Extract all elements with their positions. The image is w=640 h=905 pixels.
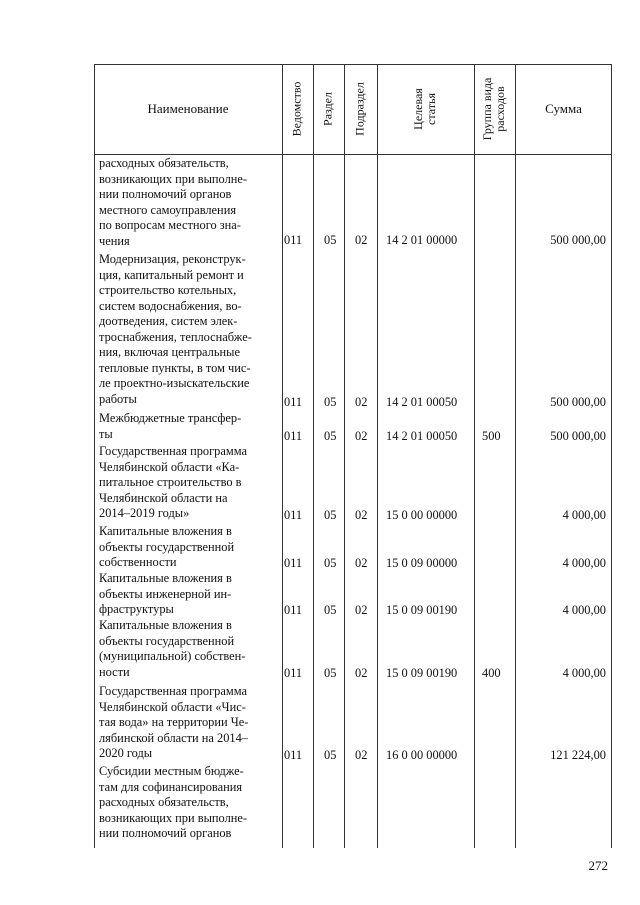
header-gruppa-line2: расходов (493, 86, 507, 132)
row-name (99, 444, 275, 522)
row-summa: 500 000,00 (550, 429, 606, 443)
row-vedomstvo: 011 (284, 603, 303, 617)
row-razdel: 05 (324, 395, 337, 409)
row-celevaya: 14 2 01 00050 (386, 395, 458, 409)
row-podrazdel: 02 (355, 748, 368, 762)
row-razdel: 05 (324, 508, 337, 522)
row-name-line: Капитальные вложения в (99, 524, 232, 538)
row-name-line: собственности (99, 555, 177, 569)
row-name-line: троснабжения, теплоснабже- (99, 329, 252, 344)
row-celevaya: 14 2 01 00000 (386, 233, 458, 247)
row-podrazdel: 02 (355, 666, 368, 680)
row-name-line: Государственная программа (99, 444, 247, 458)
table-border-right (611, 64, 612, 848)
header-gruppa-line1: Группа вида (480, 77, 494, 141)
row-name-line: ты (99, 426, 113, 441)
row-name-line: возникающих при выполне- (99, 171, 248, 186)
row-name-line: возникающих при выполне- (99, 810, 248, 825)
row-razdel: 05 (324, 429, 337, 443)
header-celevaya-statya (412, 88, 438, 130)
row-vedomstvo: 011 (284, 429, 303, 443)
row-razdel: 05 (324, 556, 337, 570)
row-podrazdel: 02 (355, 603, 368, 617)
row-summa: 4 000,00 (562, 666, 606, 680)
row-summa: 500 000,00 (550, 395, 606, 409)
column-divider (515, 64, 516, 848)
header-celevaya-line1: Целевая (411, 88, 425, 130)
row-name-line: там для софинансирования (99, 779, 243, 794)
row-name-line: нии полномочий органов (99, 187, 232, 201)
header-razdel: Раздел (320, 92, 335, 126)
row-name-line: объекты инженерной ин- (99, 586, 232, 601)
row-summa: 121 224,00 (550, 748, 606, 762)
column-divider (344, 64, 345, 848)
row-name-line: Государственная программа (99, 684, 247, 698)
row-vedomstvo: 011 (284, 556, 303, 570)
row-summa: 4 000,00 (562, 556, 606, 570)
row-vedomstvo: 011 (284, 233, 303, 247)
row-razdel: 05 (324, 233, 337, 247)
row-celevaya: 15 0 09 00190 (386, 666, 458, 680)
row-name-line: 2014–2019 годы» (99, 506, 190, 520)
row-name-line: расходных обязательств, (99, 795, 229, 809)
row-summa: 500 000,00 (550, 233, 606, 247)
row-name-line: ле проектно-изыскательские (99, 376, 250, 390)
row-razdel: 05 (324, 603, 337, 617)
row-name-line: Капитальные вложения в (99, 571, 232, 585)
row-celevaya: 15 0 00 00000 (386, 508, 458, 522)
row-vedomstvo: 011 (284, 508, 303, 522)
row-name (99, 618, 275, 680)
row-gruppa: 400 (482, 666, 501, 680)
row-name-line: 2020 годы (99, 746, 153, 760)
row-name-line: ности (99, 664, 130, 679)
row-name-line: лябинской области на 2014– (99, 730, 248, 745)
row-name-line: питальное строительство в (99, 475, 242, 489)
row-name-line: объекты государственной (99, 633, 235, 648)
row-razdel: 05 (324, 666, 337, 680)
row-name (99, 571, 275, 618)
row-vedomstvo: 011 (284, 748, 303, 762)
row-vedomstvo: 011 (284, 666, 303, 680)
row-celevaya: 16 0 00 00000 (386, 748, 458, 762)
row-name-line: ния, включая центральные (99, 345, 240, 359)
table-border-left (94, 64, 95, 848)
row-podrazdel: 02 (355, 556, 368, 570)
row-name (99, 252, 275, 407)
header-podrazdel: Подраздел (352, 82, 367, 136)
row-name-line: Челябинской области «Ка- (99, 459, 240, 474)
header-summa: Сумма (545, 101, 582, 116)
header-divider (94, 154, 612, 155)
column-divider (377, 64, 378, 848)
row-name-line: местного самоуправления (99, 202, 237, 217)
header-vedomstvo: Ведомство (289, 81, 304, 137)
row-name-line: по вопросам местного зна- (99, 218, 241, 232)
row-name-line: расходных обязательств, (99, 156, 229, 170)
row-name (99, 684, 275, 762)
row-name-line: чения (99, 233, 130, 248)
row-name (99, 764, 275, 842)
column-divider (474, 64, 475, 848)
row-name-line: тая вода» на территории Че- (99, 715, 249, 729)
row-name-line: Капитальные вложения в (99, 618, 232, 632)
row-name-line: фраструктуры (99, 602, 174, 616)
row-name-line: Межбюджетные трансфер- (99, 411, 242, 425)
page-number: 272 (588, 858, 608, 873)
row-celevaya: 15 0 09 00190 (386, 603, 458, 617)
row-name (99, 156, 275, 249)
row-razdel: 05 (324, 748, 337, 762)
column-divider (313, 64, 314, 848)
row-name-line: работы (99, 391, 137, 406)
row-name-line: тепловые пункты, в том чис- (99, 360, 251, 375)
row-summa: 4 000,00 (562, 603, 606, 617)
row-name-line: строительство котельных, (99, 283, 237, 297)
row-name-line: доотведения, систем элек- (99, 314, 238, 328)
column-divider (282, 64, 283, 848)
row-name (99, 524, 275, 571)
row-podrazdel: 02 (355, 395, 368, 409)
row-name-line: Челябинской области на (99, 490, 228, 505)
row-name-line: систем водоснабжения, во- (99, 298, 242, 313)
row-name-line: Челябинской области «Чис- (99, 699, 246, 714)
row-vedomstvo: 011 (284, 395, 303, 409)
row-summa: 4 000,00 (562, 508, 606, 522)
header-gruppa-vida-rashodov (481, 78, 507, 141)
header-name: Наименование (147, 101, 229, 116)
row-podrazdel: 02 (355, 233, 368, 247)
row-name-line: Субсидии местным бюдже- (99, 764, 244, 778)
header-celevaya-line2: статья (424, 93, 438, 125)
row-celevaya: 14 2 01 00050 (386, 429, 458, 443)
row-celevaya: 15 0 09 00000 (386, 556, 458, 570)
row-name-line: нии полномочий органов (99, 826, 232, 840)
row-name-line: объекты государственной (99, 539, 235, 554)
row-podrazdel: 02 (355, 508, 368, 522)
row-gruppa: 500 (482, 429, 501, 443)
row-name-line: (муниципальной) собствен- (99, 649, 246, 663)
row-name-line: Модернизация, реконструк- (99, 252, 246, 266)
row-podrazdel: 02 (355, 429, 368, 443)
row-name (99, 411, 275, 442)
row-name-line: ция, капитальный ремонт и (99, 267, 244, 282)
